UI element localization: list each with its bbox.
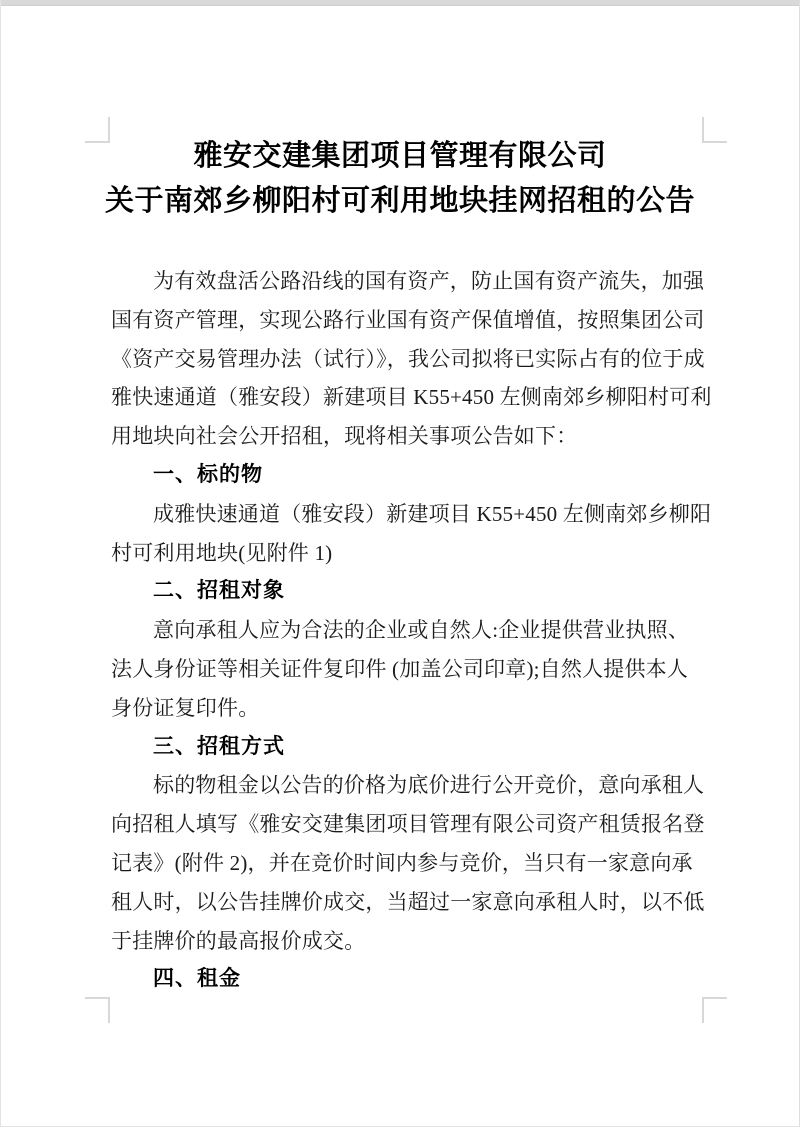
paragraph-line: 法人身份证等相关证件复印件 (加盖公司印章);自然人提供本人 xyxy=(111,656,689,681)
paragraph-line: 租人时，以公告挂牌价成交，当超过一家意向承租人时，以不低 xyxy=(111,889,705,914)
text-boundary-mark-bottom-right xyxy=(702,997,727,1023)
paragraph-line: 雅快速通道（雅安段）新建项目 K55+450 左侧南郊乡柳阳村可利 xyxy=(111,385,712,410)
section-heading-3: 三、招租方式 xyxy=(153,734,285,758)
paragraph-line: 于挂牌价的最高报价成交。 xyxy=(111,928,366,953)
paragraph-line: 记表》(附件 2)，并在竞价时间内参与竞价，当只有一家意向承 xyxy=(111,850,693,875)
paragraph-line: 国有资产管理，实现公路行业国有资产保值增值，按照集团公司 xyxy=(111,307,705,332)
paragraph-line: 标的物租金以公告的价格为底价进行公开竞价，意向承租人 xyxy=(153,773,705,798)
paragraph-line: 村可利用地块(见附件 1) xyxy=(111,540,333,565)
paragraph-line: 《资产交易管理办法（试行）》，我公司拟将已实际占有的位于成 xyxy=(111,346,705,371)
section-heading-2: 二、招租对象 xyxy=(153,579,285,603)
paragraph-line: 为有效盘活公路沿线的国有资产，防止国有资产流失，加强 xyxy=(153,269,705,293)
document-title-line1: 雅安交建集团项目管理有限公司 xyxy=(193,140,607,172)
document-body xyxy=(111,262,712,999)
document-title-line2: 关于南郊乡柳阳村可利用地块挂网招租的公告 xyxy=(104,185,695,217)
section-heading-4: 四、租金 xyxy=(153,967,241,991)
paragraph-line: 意向承租人应为合法的企业或自然人:企业提供营业执照、 xyxy=(153,618,690,643)
paragraph-line: 用地块向社会公开招租，现将相关事项公告如下： xyxy=(111,424,578,449)
text-boundary-mark-bottom-left xyxy=(85,997,110,1023)
section-heading-1: 一、标的物 xyxy=(153,462,263,486)
paragraph-line: 身份证复印件。 xyxy=(111,695,260,720)
paragraph-line: 成雅快速通道（雅安段）新建项目 K55+450 左侧南郊乡柳阳 xyxy=(153,501,712,526)
page-top-edge xyxy=(1,0,799,6)
document-title xyxy=(1,134,799,224)
paragraph-line: 向招租人填写《雅安交建集团项目管理有限公司资产租赁报名登 xyxy=(111,812,705,837)
